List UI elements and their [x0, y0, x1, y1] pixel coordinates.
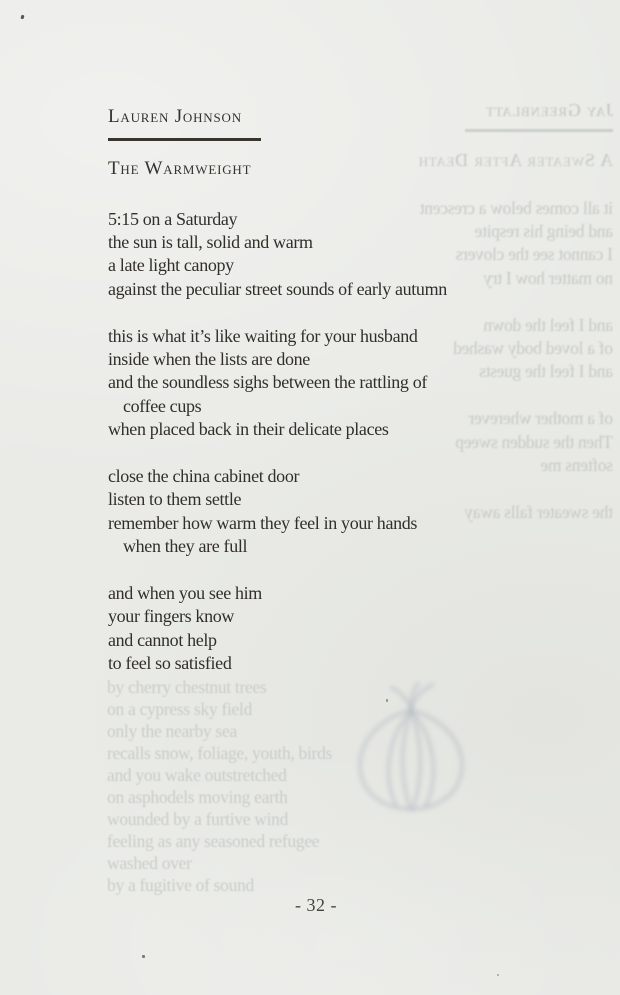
bleed-through-line: it all comes below a crescent [420, 197, 613, 218]
printed-content [108, 105, 528, 676]
page-number: - 32 - [295, 895, 337, 915]
poem-line: 5:15 on a Saturday [108, 208, 238, 229]
poem-body [108, 208, 528, 676]
poem-line: when placed back in their delicate places [108, 419, 389, 440]
poem-line: close the china cabinet door [108, 465, 300, 486]
scan-speck [386, 699, 388, 702]
bleed-through-line: feeling as any seasoned refugee [107, 831, 320, 851]
bleed-through-line: no matter how I try [483, 267, 613, 288]
bleed-through-author: Jay Greenblatt [485, 100, 613, 120]
bleed-through-line: by a fugitive of sound [107, 875, 254, 895]
poem-title: The Warmweight [108, 157, 252, 179]
bleed-through-line: Then the sudden sweep [455, 431, 613, 452]
poem-line: your fingers know [108, 606, 235, 627]
stanza [108, 465, 528, 559]
scan-speck [20, 15, 24, 20]
bleed-through-line: only the nearby sea [107, 721, 237, 741]
poem-line: this is what it’s like waiting for your husband [108, 325, 418, 346]
bleed-through-line: and being his respite [474, 220, 613, 241]
poem-line: remember how warm they feel in your hands [108, 512, 418, 533]
bleed-through-line: washed over [107, 853, 192, 873]
stanza [108, 325, 528, 442]
poem-line: listen to them settle [108, 489, 242, 510]
poem-line: to feel so satisfied [108, 653, 232, 674]
scan-speck [142, 955, 145, 958]
author-underline-rule [108, 138, 261, 141]
bleed-through-line: and I feel the down [483, 314, 613, 335]
poem-line: and the soundless sighs between the rattling of [108, 372, 427, 393]
poem-line: against the peculiar street sounds of early autumn [108, 278, 447, 299]
poem-line: inside when the lists are done [108, 348, 310, 369]
bleed-through-line: softens me [540, 454, 613, 475]
bleed-through-line: on a cypress sky field [107, 699, 253, 719]
bleed-through-onion-illustration [326, 680, 496, 820]
poem-line: and cannot help [108, 629, 217, 650]
scan-speck [497, 974, 499, 976]
poem-line: and when you see him [108, 582, 262, 603]
bleed-through-facing-text [107, 676, 417, 896]
bleed-through-line: of a loved body washed [453, 337, 613, 358]
bleed-through-line: recalls snow, foliage, youth, birds [107, 743, 333, 763]
poem-line: when they are full [123, 536, 248, 557]
poem-line: the sun is tall, solid and warm [108, 231, 313, 252]
poem-line: coffee cups [123, 395, 202, 416]
bleed-through-title: A Sweater After Death [417, 149, 613, 170]
bleed-through-line: the sweater falls away [464, 501, 613, 522]
bleed-through-line: I cannot see the clovers [455, 244, 613, 265]
bleed-through-line: and I feel the guests [479, 361, 613, 382]
stanza [108, 208, 528, 302]
stanza [108, 582, 528, 676]
bleed-through-line: and you wake outstretched [107, 765, 287, 785]
poem-line: a late light canopy [108, 255, 234, 276]
bleed-through-line: wounded by a furtive wind [107, 809, 289, 829]
bleed-through-line: of a mother wherever [468, 408, 613, 429]
bleed-through-line: by cherry chestnut trees [107, 677, 267, 697]
author-name: Lauren Johnson [108, 106, 242, 127]
bleed-through-line: on asphodels moving earth [107, 787, 288, 807]
